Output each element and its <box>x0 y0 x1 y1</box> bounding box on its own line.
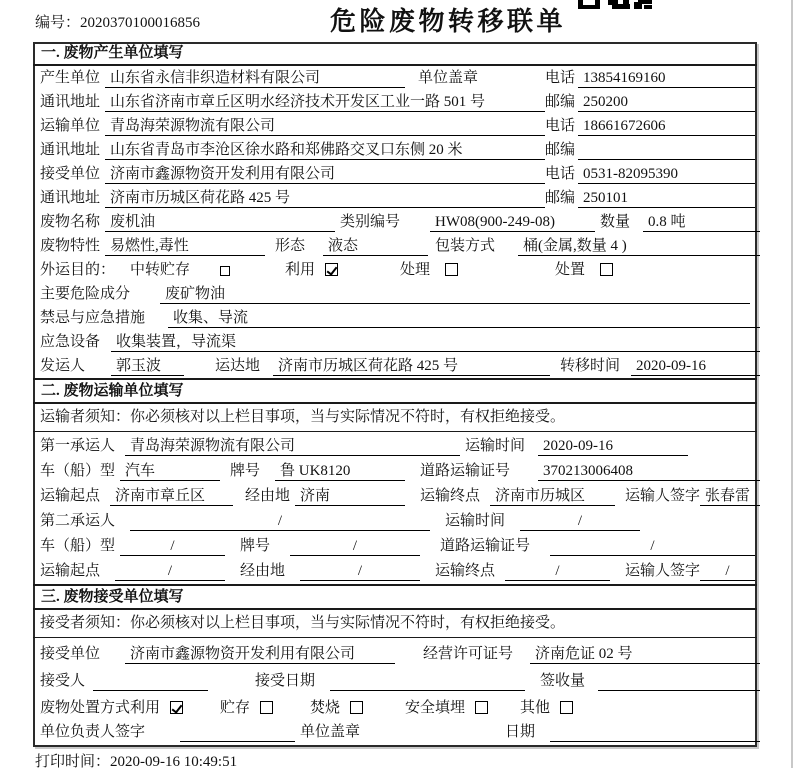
acceptor-label: 接受人 <box>40 673 86 689</box>
row-disposal-method <box>33 696 757 720</box>
dest1-value: 济南市历城区 <box>490 486 615 506</box>
via1-value: 济南 <box>295 486 405 506</box>
qr-code-fragment <box>578 0 652 9</box>
row-waste-character <box>33 234 757 258</box>
equipment-label: 应急设备 <box>40 334 101 350</box>
license1-label: 道路运输证号 <box>420 463 511 479</box>
date-value <box>550 722 760 742</box>
row-route1 <box>33 484 757 508</box>
row-consignor <box>33 354 757 378</box>
row-transporter-address <box>33 138 757 162</box>
accept-date-label: 接受日期 <box>255 673 316 689</box>
row-receiver-address <box>33 186 757 210</box>
origin1-value: 济南市章丘区 <box>110 486 233 506</box>
producer-phone-label: 电话 <box>545 70 576 86</box>
vehicle2-value: / <box>120 536 225 556</box>
via2-value: / <box>300 561 420 581</box>
destination-value: 济南市历城区荷花路 425 号 <box>273 356 550 376</box>
transporter-label: 运输单位 <box>40 118 101 134</box>
plate1-value: 鲁 UK8120 <box>275 461 405 481</box>
receiver-label: 接受单位 <box>40 166 101 182</box>
row-producer <box>33 66 757 90</box>
receiver-zip-value: 250101 <box>578 188 755 208</box>
receiver-phone-label: 电话 <box>545 166 576 182</box>
received-qty-value <box>598 671 760 691</box>
accept-unit-value: 济南市鑫源物资开发利用有限公司 <box>125 644 395 664</box>
checkbox-unchecked-icon <box>220 266 230 276</box>
accept-date-value <box>330 671 525 691</box>
purpose-option-storage-label: 中转贮存 <box>130 262 191 278</box>
form-state-value: 液态 <box>323 236 428 256</box>
section1-header: 一. 废物产生单位填写 <box>33 42 757 66</box>
equipment-value: 收集装置，导流渠 <box>111 332 760 352</box>
producer-seal-label: 单位盖章 <box>418 70 479 86</box>
row-receiver <box>33 162 757 186</box>
dest2-value: / <box>505 561 610 581</box>
plate2-label: 牌号 <box>240 538 271 554</box>
date-label: 日期 <box>505 724 536 740</box>
plate2-value: / <box>290 536 420 556</box>
category-label: 类别编号 <box>340 214 401 230</box>
transport-time2-value: / <box>520 511 640 531</box>
print-time-label: 打印时间： <box>35 754 111 770</box>
purpose-label: 外运目的： <box>40 262 116 278</box>
carrier1-value: 青岛海荣源物流有限公司 <box>125 436 460 456</box>
carrier2-label: 第二承运人 <box>40 513 116 529</box>
disposal-option-landfill-label: 安全填埋 <box>405 700 466 716</box>
checkbox-unchecked-icon <box>350 701 363 714</box>
disposal-option-utilize-label: 利用 <box>130 700 161 716</box>
hazard-label: 主要危险成分 <box>40 286 131 302</box>
consignor-label: 发运人 <box>40 358 86 374</box>
character-label: 废物特性 <box>40 238 101 254</box>
row-acceptor <box>33 669 757 693</box>
row-transfer-purpose <box>33 258 757 282</box>
row-producer-address <box>33 90 757 114</box>
receiver-value: 济南市鑫源物资开发利用有限公司 <box>105 164 545 184</box>
permit-label: 经营许可证号 <box>423 646 514 662</box>
purpose-option-dispose-label: 处置 <box>555 262 586 278</box>
carrier1-label: 第一承运人 <box>40 438 116 454</box>
row-waste-name <box>33 210 757 234</box>
via1-label: 经由地 <box>245 488 291 504</box>
checkbox-unchecked-icon <box>600 263 613 276</box>
transfer-date-label: 转移时间 <box>560 358 621 374</box>
transporter-phone-label: 电话 <box>545 118 576 134</box>
carrier2-value: / <box>130 511 430 531</box>
transporter-notice: 运输者须知：你必须核对以上栏目事项，当与实际情况不符时，有权拒绝接受。 <box>33 404 757 432</box>
plate1-label: 牌号 <box>230 463 261 479</box>
section2-header: 二. 废物运输单位填写 <box>33 378 757 404</box>
transporter-value: 青岛海荣源物流有限公司 <box>105 116 545 136</box>
transport-time1-value: 2020-09-16 <box>538 436 688 456</box>
waste-name-value: 废机油 <box>105 212 335 232</box>
form-title: 危险废物转移联单 <box>330 7 567 36</box>
row-vehicle1 <box>33 459 757 483</box>
purpose-option-treat-label: 处理 <box>400 262 431 278</box>
form-number-value: 2020370100016856 <box>80 15 201 31</box>
dest2-label: 运输终点 <box>435 563 496 579</box>
origin1-label: 运输起点 <box>40 488 101 504</box>
dest1-label: 运输终点 <box>420 488 481 504</box>
disposal-option-other-label: 其他 <box>520 700 551 716</box>
section3-header: 三. 废物接受单位填写 <box>33 584 757 610</box>
producer-zip-value: 250200 <box>578 92 755 112</box>
form-number-label: 编号： <box>35 15 81 31</box>
disposal-option-incinerate-label: 焚烧 <box>310 700 341 716</box>
transport-time1-label: 运输时间 <box>465 438 526 454</box>
waste-name-label: 废物名称 <box>40 214 101 230</box>
license2-value: / <box>550 536 755 556</box>
packing-value: 桶(金属,数量 4 ) <box>518 236 760 256</box>
producer-value: 山东省永信非织造材料有限公司 <box>105 68 405 88</box>
transporter-zip-label: 邮编 <box>545 142 576 158</box>
acceptor-value <box>93 671 208 691</box>
receiver-phone-value: 0531-82095390 <box>578 164 755 184</box>
row-hazard-component <box>33 282 757 306</box>
form-number <box>35 11 200 32</box>
row-transporter <box>33 114 757 138</box>
manager-sign-label: 单位负责人签字 <box>40 724 146 740</box>
row-vehicle2 <box>33 534 757 558</box>
vehicle2-label: 车（船）型 <box>40 538 116 554</box>
form-state-label: 形态 <box>275 238 306 254</box>
license2-label: 道路运输证号 <box>440 538 531 554</box>
transporter-address-label: 通讯地址 <box>40 142 101 158</box>
origin2-label: 运输起点 <box>40 563 101 579</box>
packing-label: 包装方式 <box>435 238 496 254</box>
row-emergency-measures <box>33 306 757 330</box>
producer-address-label: 通讯地址 <box>40 94 101 110</box>
consignor-value: 郭玉波 <box>111 356 184 376</box>
emergency-label: 禁忌与应急措施 <box>40 310 146 326</box>
transport-time2-label: 运输时间 <box>445 513 506 529</box>
receiver-zip-label: 邮编 <box>545 190 576 206</box>
transfer-date-value: 2020-09-16 <box>631 356 760 376</box>
purpose-option-utilize-label: 利用 <box>285 262 316 278</box>
producer-address-value: 山东省济南市章丘区明水经济技术开发区工业一路 501 号 <box>105 92 545 112</box>
row-route2 <box>33 559 757 583</box>
sign1-label: 运输人签字 <box>625 488 701 504</box>
producer-phone-value: 13854169160 <box>578 68 755 88</box>
checkbox-checked-icon <box>170 701 183 714</box>
quantity-value: 0.8 吨 <box>643 212 760 232</box>
unit-seal-label: 单位盖章 <box>300 724 361 740</box>
checkbox-unchecked-icon <box>445 263 458 276</box>
print-time-value: 2020-09-16 10:49:51 <box>110 754 238 770</box>
producer-zip-label: 邮编 <box>545 94 576 110</box>
page-edge-line <box>791 0 793 768</box>
vehicle1-label: 车（船）型 <box>40 463 116 479</box>
permit-value: 济南危证 02 号 <box>530 644 760 664</box>
origin2-value: / <box>115 561 225 581</box>
producer-label: 产生单位 <box>40 70 101 86</box>
received-qty-label: 签收量 <box>540 673 586 689</box>
checkbox-unchecked-icon <box>260 701 273 714</box>
receiver-address-label: 通讯地址 <box>40 190 101 206</box>
destination-label: 运达地 <box>215 358 261 374</box>
sign2-label: 运输人签字 <box>625 563 701 579</box>
row-second-carrier <box>33 509 757 533</box>
emergency-value: 收集、导流 <box>168 308 760 328</box>
disposal-option-store-label: 贮存 <box>220 700 251 716</box>
checkbox-checked-icon <box>325 263 338 276</box>
transporter-phone-value: 18661672606 <box>578 116 755 136</box>
accept-unit-label: 接受单位 <box>40 646 101 662</box>
receiver-notice: 接受者须知：你必须核对以上栏目事项，当与实际情况不符时，有权拒绝接受。 <box>33 610 757 638</box>
checkbox-unchecked-icon <box>475 701 488 714</box>
row-accept-unit <box>33 642 757 666</box>
receiver-address-value: 济南市历城区荷花路 425 号 <box>105 188 545 208</box>
row-manager-sign <box>33 720 757 744</box>
quantity-label: 数量 <box>600 214 631 230</box>
disposal-label: 废物处置方式 <box>40 700 131 716</box>
vehicle1-value: 汽车 <box>120 461 220 481</box>
row-first-carrier <box>33 434 757 458</box>
via2-label: 经由地 <box>240 563 286 579</box>
manager-sign-value <box>180 722 295 742</box>
sign1-value: 张春雷 <box>700 486 760 506</box>
checkbox-unchecked-icon <box>560 701 573 714</box>
row-emergency-equipment <box>33 330 757 354</box>
sign2-value: / <box>700 561 755 581</box>
character-value: 易燃性,毒性 <box>105 236 265 256</box>
license1-value: 370213006408 <box>538 461 760 481</box>
category-value: HW08(900-249-08) <box>430 212 595 232</box>
transporter-zip-value <box>578 140 755 160</box>
hazard-value: 废矿物油 <box>160 284 750 304</box>
transporter-address-value: 山东省青岛市李沧区徐水路和郑佛路交叉口东侧 20 米 <box>105 140 545 160</box>
